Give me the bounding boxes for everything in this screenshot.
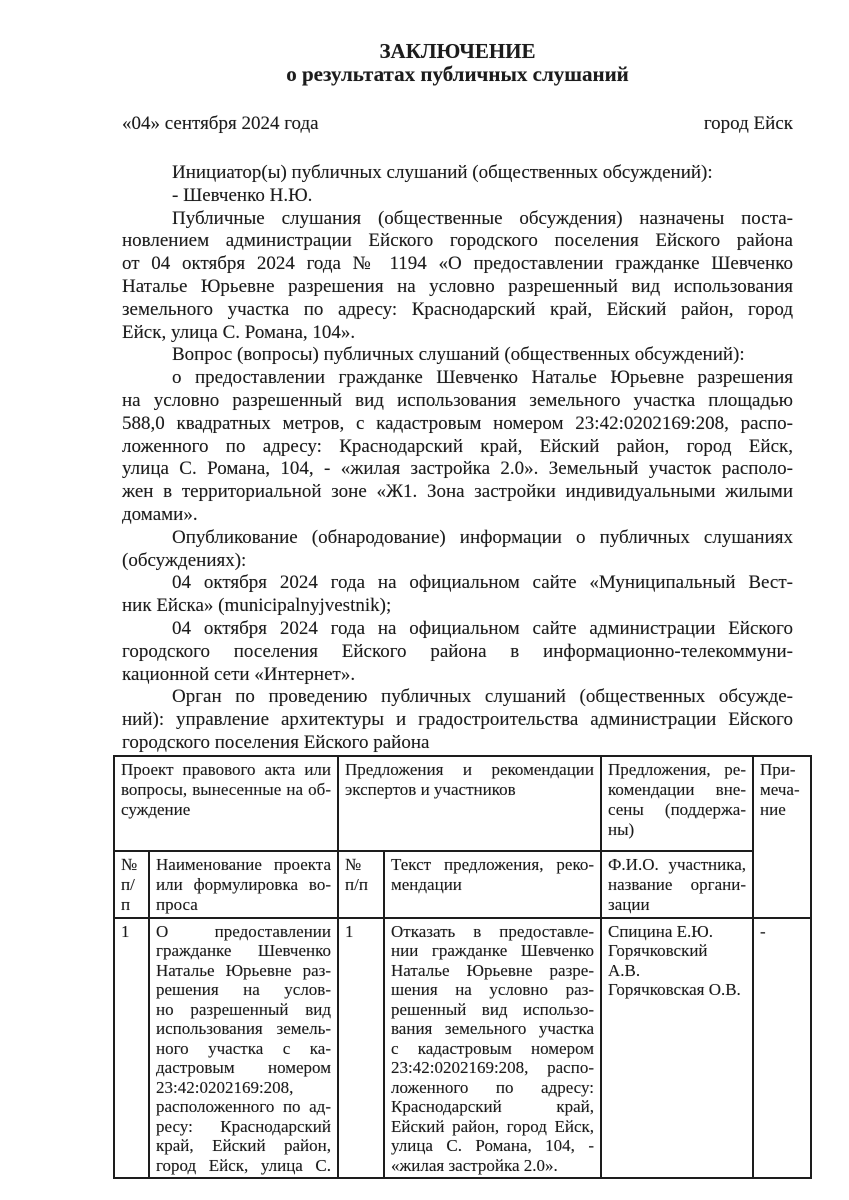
text-line: зации xyxy=(608,894,650,914)
text-line: экспертов и участников xyxy=(345,779,516,799)
text-line: вопросы, вынесенные на об- xyxy=(121,779,331,799)
text-line: Краснодарский край, xyxy=(391,1097,594,1117)
text-line: Вопрос (вопросы) публичных слушаний (общественных обсуждений): xyxy=(172,344,745,366)
text-line: Горячковский xyxy=(608,941,708,961)
text-line: на условно разрешенный вид использования земельного участка площадью xyxy=(122,389,793,411)
text-line: Горячковская О.В. xyxy=(608,980,741,1000)
text-line: ложенного по адресу: xyxy=(391,1077,594,1097)
text-line: 04 октября 2024 года на официальном сайте администрации Ейского xyxy=(172,617,793,639)
body-cell-participants xyxy=(601,918,753,1179)
document-header xyxy=(122,40,793,86)
text-line: решения на услов- xyxy=(156,980,331,1000)
text-line: улица С. Романа, 104, - xyxy=(391,1136,594,1156)
header-cell-name xyxy=(149,851,338,918)
paragraph xyxy=(122,208,793,345)
text-line: меча- xyxy=(760,779,800,799)
text-line: ний): управление архитектуры и градостроительства администрации Ейского xyxy=(122,709,793,731)
text-line: вания земельного участка xyxy=(391,1019,594,1039)
text-line: название органи- xyxy=(608,874,746,894)
text-line: № xyxy=(345,854,362,874)
text-line: гражданке Шевченко xyxy=(156,941,331,961)
header-cell-note xyxy=(753,756,811,918)
text-line: Ейск, улица С. Романа, 104». xyxy=(122,321,356,343)
text-line: Орган по проведению публичных слушаний (общественных обсужде- xyxy=(172,686,793,708)
date-place-row xyxy=(122,112,793,135)
text-line: использования земель- xyxy=(156,1019,331,1039)
text-line: При- xyxy=(760,759,796,779)
document-title: ЗАКЛЮЧЕНИЕ xyxy=(379,39,536,63)
text-line: Наталье Юрьевне разре- xyxy=(391,960,594,980)
text-line: Наталье Юрьевне разрешения на условно разрешенный вид использования xyxy=(122,275,793,297)
text-line: домами». xyxy=(122,503,198,525)
table-header-row-2 xyxy=(114,851,811,918)
text-line: п/ xyxy=(121,874,135,894)
header-cell-num2 xyxy=(338,851,384,918)
text-line: - xyxy=(760,921,766,941)
paragraph xyxy=(122,162,793,185)
text-line: А.В. xyxy=(608,960,641,980)
text-line: 04 октября 2024 года на официальном сайте «Муниципальный Вест- xyxy=(172,572,793,594)
document-subtitle: о результатах публичных слушаний xyxy=(286,62,629,86)
text-line: земельного участка по адресу: Краснодарский край, Ейский район, город xyxy=(122,298,793,320)
text-line: п/п xyxy=(345,874,368,894)
text-line: расположенного по ад- xyxy=(156,1097,331,1117)
body-cell-num1 xyxy=(114,918,149,1179)
text-line: проса xyxy=(156,894,198,914)
text-line: решенный вид использо- xyxy=(391,999,594,1019)
text-line: - Шевченко Н.Ю. xyxy=(172,184,313,206)
text-line: городского поселения Ейского района xyxy=(122,731,430,753)
text-line: Ф.И.О. участника, xyxy=(608,854,746,874)
paragraph xyxy=(122,185,793,208)
text-line: суждение xyxy=(121,799,191,819)
text-line: ны) xyxy=(608,819,635,839)
text-line: Предложения и рекомендации xyxy=(345,759,594,779)
text-line: жен в территориальной зоне «Ж1. Зона застройки индивидуальными жилыми xyxy=(122,481,793,503)
paragraph xyxy=(122,344,793,367)
document-body xyxy=(122,162,793,755)
text-line: шения на условно раз- xyxy=(391,980,594,1000)
text-line: Опубликование (обнародование) информации о публичных слушаниях xyxy=(172,526,793,548)
body-cell-num2 xyxy=(338,918,384,1179)
text-line: о предоставлении гражданке Шевченко Наталье Юрьевне разрешения xyxy=(172,367,793,389)
document-date: «04» сентября 2024 года xyxy=(122,113,319,134)
header-cell-supported xyxy=(601,756,753,851)
paragraph xyxy=(122,367,793,527)
text-line: ного участка с ка- xyxy=(156,1038,331,1058)
text-line: кационной сети «Интернет». xyxy=(122,663,356,685)
text-line: Проект правового акта или xyxy=(121,759,331,779)
text-line: п xyxy=(121,894,131,914)
text-line: (обсуждениях): xyxy=(122,549,247,571)
text-line: городского поселения Ейского района в информационно-телекоммуни- xyxy=(122,640,793,662)
text-line: ник Ейска» (municipalnyjvestnik); xyxy=(122,595,392,617)
text-line: улица С. Романа, 104, - «жилая застройка 2.0». Земельный участок располо- xyxy=(122,458,793,480)
paragraph xyxy=(122,572,793,618)
table-header-row-1 xyxy=(114,756,811,851)
text-line: 588,0 квадратных метров, с кадастровым номером 23:42:0202169:208, распо- xyxy=(122,412,793,434)
text-line: город Ейск, улица С. xyxy=(156,1155,331,1175)
text-line: сены (поддержа- xyxy=(608,799,746,819)
text-line: ресу: Краснодарский xyxy=(156,1116,331,1136)
text-line: или формулировка во- xyxy=(156,874,331,894)
text-line: от 04 октября 2024 года № 1194 «О предоставлении гражданке Шевченко xyxy=(122,253,793,275)
document-place: город Ейск xyxy=(703,113,793,134)
text-line: но разрешенный вид xyxy=(156,999,331,1019)
text-line: Ейский район, город Ейск, xyxy=(391,1116,594,1136)
text-line: 1 xyxy=(345,921,354,941)
text-line: Публичные слушания (общественные обсуждения) назначены поста- xyxy=(172,207,793,229)
text-line: нии гражданке Шевченко xyxy=(391,941,594,961)
text-line: Спицина Е.Ю. xyxy=(608,921,713,941)
header-cell-proposals xyxy=(338,756,601,851)
header-cell-fio xyxy=(601,851,753,918)
header-cell-project xyxy=(114,756,338,851)
paragraph xyxy=(122,686,793,754)
text-line: «жилая застройка 2.0». xyxy=(391,1155,558,1175)
text-line: 23:42:0202169:208, xyxy=(156,1077,294,1097)
text-line: Инициатор(ы) публичных слушаний (общественных обсуждений): xyxy=(172,162,713,183)
hearing-results-table xyxy=(113,755,812,1180)
header-cell-num1 xyxy=(114,851,149,918)
text-line: № xyxy=(121,854,138,874)
text-line: 1 xyxy=(121,921,130,941)
header-cell-text xyxy=(384,851,601,918)
body-cell-note xyxy=(753,918,811,1179)
text-line: Наталье Юрьевне раз- xyxy=(156,960,331,980)
text-line: 23:42:0202169:208, распо- xyxy=(391,1058,594,1078)
text-line: с кадастровым номером xyxy=(391,1038,594,1058)
text-line: новлением администрации Ейского городского поселения Ейского района xyxy=(122,230,793,252)
paragraph xyxy=(122,618,793,686)
body-cell-project xyxy=(149,918,338,1179)
body-cell-proposal xyxy=(384,918,601,1179)
text-line: край, Ейский район, xyxy=(156,1136,331,1156)
text-line: О предоставлении xyxy=(156,921,331,941)
text-line: комендации вне- xyxy=(608,779,746,799)
table-body-row xyxy=(114,918,811,1179)
text-line: дастровым номером xyxy=(156,1058,331,1078)
text-line: Предложения, ре- xyxy=(608,759,746,779)
text-line: ложенного по адресу: Краснодарский край, Ейский район, город Ейск, xyxy=(122,435,793,457)
text-line: Наименование проекта xyxy=(156,854,331,874)
text-line: мендации xyxy=(391,874,462,894)
text-line: ние xyxy=(760,799,786,819)
text-line: Отказать в предоставле- xyxy=(391,921,594,941)
text-line: Текст предложения, реко- xyxy=(391,854,594,874)
paragraph xyxy=(122,527,793,573)
